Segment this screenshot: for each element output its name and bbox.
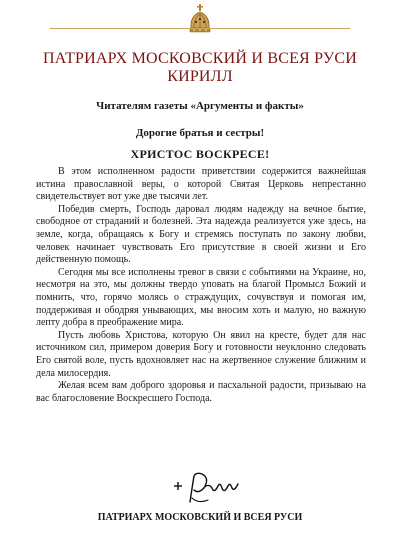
paragraph: Победив смерть, Господь даровал людям надежду на вечное бытие, свободное от страданий и болезней. Эта надежда реализуется уже здесь, на земле, когда, обращаясь к Богу и стремясь поступать по закону любви, человек начинает чувствовать Его присутствие в своей жизни и Его действенную помощь. bbox=[36, 203, 366, 266]
header-name: КИРИЛЛ bbox=[167, 68, 233, 85]
paragraph: В этом исполненном радости приветствии содержится важнейшая истина православной веры, о которой Святая Церковь непрестанно свидетельствует вот уже две тысячи лет. bbox=[36, 166, 366, 203]
paragraph: Пусть любовь Христова, которую Он явил на кресте, будет для нас источником сил, примером доверия Богу и готовности неуклонно следовать Его святой воле, пусть вдохновляет нас на жертвенное служение ближним и дела милосердия. bbox=[36, 329, 366, 379]
paschal-greeting: ХРИСТОС ВОСКРЕСЕ! bbox=[130, 147, 270, 161]
letter-body bbox=[36, 166, 366, 405]
greeting: Дорогие братья и сестры! bbox=[135, 127, 265, 139]
paragraph: Желая всем вам доброго здоровья и пасхальной радости, призываю на вас благословение Воскресшего Господа. bbox=[36, 380, 366, 404]
footer-title: ПАТРИАРХ МОСКОВСКИЙ И ВСЕЯ РУСИ bbox=[97, 512, 303, 523]
header-title: ПАТРИАРХ МОСКОВСКИЙ И ВСЕЯ РУСИ bbox=[42, 50, 357, 67]
patriarch-crown-emblem-icon bbox=[184, 4, 216, 36]
header-divider bbox=[50, 28, 350, 29]
readers-address: Читателям газеты «Аргументы и факты» bbox=[96, 100, 304, 112]
handwritten-signature-icon bbox=[168, 468, 248, 508]
paragraph: Сегодня мы все исполнены тревог в связи с событиями на Украине, но, несмотря на это, мы должны твердо уповать на благой Промысл Божий и помнить, что, горячо молясь о страждущих, сочувствуя и помогая им, поддерживая и ободряя унывающих, мы вносим хоть и малую, но важную лепту добра в преображение мира. bbox=[36, 266, 366, 329]
